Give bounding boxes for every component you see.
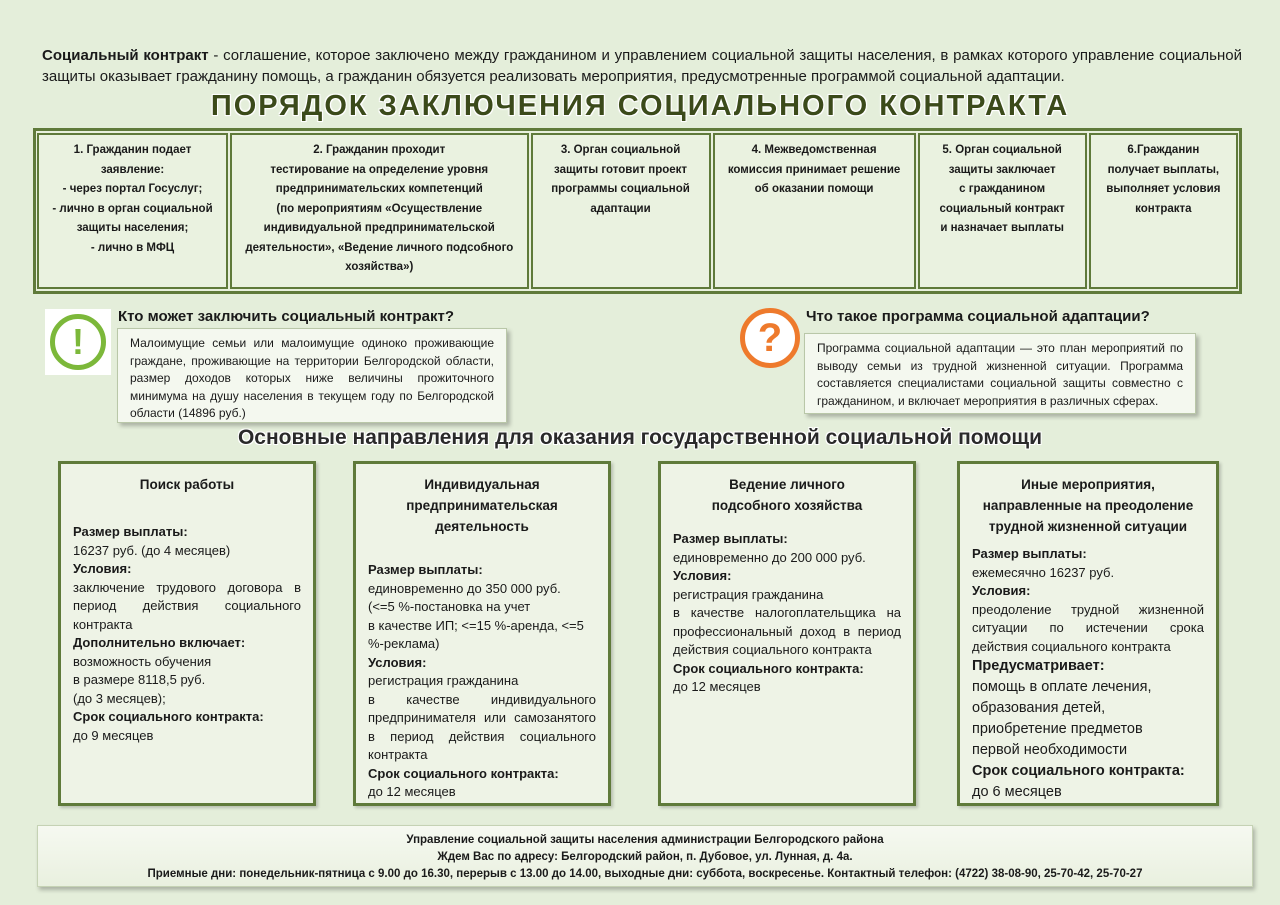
who-text: Малоимущие семьи или малоимущие одиноко проживающие граждане, проживающие на территории Белгородской области, размер доходов которых ниже величины прожиточного минимума на душу населения в текущем году по Белгородской области (14896 руб.) [117, 328, 507, 423]
card-pay: единовременно до 200 000 руб. [673, 549, 866, 565]
card-term-label: Срок социального контракта: [972, 763, 1185, 779]
step-3: 3. Орган социальной защиты готовит проект программы социальной адаптации [531, 133, 711, 289]
card-term-label: Срок социального контракта: [368, 765, 559, 781]
card-cond: преодоление трудной жизненной ситуации по истечении срока действия социального контракта [972, 601, 1204, 654]
directions-title: Основные направления для оказания государственной социальной помощи [237, 426, 1043, 449]
intro-term: Социальный контракт [42, 47, 209, 64]
card-cond-label: Условия: [368, 654, 427, 670]
card-title: Ведение личного подсобного хозяйства [711, 477, 863, 513]
card-household [658, 461, 916, 806]
steps-row [33, 128, 1242, 294]
card-extra-label: Дополнительно включает: [73, 635, 246, 650]
card-pay-label: Размер выплаты: [368, 562, 483, 577]
card-title: Поиск работы [139, 477, 235, 492]
card-term: до 12 месяцев [368, 784, 456, 799]
card-prov: помощь в оплате лечения, образования детей, приобретение предметов первой необходимости [972, 679, 1152, 758]
step-5: 5. Орган социальной защиты заключает с гражданином социальный контракт и назначает выплаты [918, 133, 1087, 289]
card-cond-label: Условия: [673, 568, 732, 583]
card-entrepreneurship [353, 461, 611, 806]
step-2: 2. Гражданин проходит тестирование на определение уровня предпринимательских компетенций (по мероприятиям «Осуществление индивидуальной предпринимательской деятельности», «Ведение личного подсобного хозяйства») [230, 133, 528, 289]
footer-contacts [37, 825, 1253, 887]
intro-paragraph [42, 45, 1242, 87]
step-1: 1. Гражданин подает заявление: - через портал Госуслуг; - лично в орган социальной защиты населения; - лично в МФЦ [37, 133, 228, 289]
card-term-label: Срок социального контракта: [73, 709, 264, 724]
card-title: Индивидуальная предпринимательская деятельность [406, 477, 558, 534]
question-icon: ? [740, 308, 800, 368]
card-term: до 9 месяцев [73, 727, 154, 743]
step-6: 6.Гражданин получает выплаты, выполняет условия контракта [1089, 133, 1238, 289]
step-4: 4. Межведомственная комиссия принимает решение об оказании помощи [713, 133, 916, 289]
card-job-search [58, 461, 316, 806]
card-cond: регистрация гражданина в качестве индивидуального предпринимателя или самозанятого в период действия социального контракта [368, 673, 596, 762]
card-cond-label: Условия: [73, 561, 132, 576]
card-other-measures [957, 461, 1219, 806]
intro-text: - соглашение, которое заключено между гражданином и управлением социальной защиты населения, в рамках которого управление социальной защиты оказывает гражданину помощь, а гражданин обязуется реализовать мероприятия, предусмотренные программой социальной адаптации. [42, 47, 1242, 85]
card-prov-label: Предусматривает: [972, 658, 1105, 674]
exclamation-icon: ! [45, 309, 111, 375]
card-term: до 12 месяцев [673, 679, 761, 694]
who-heading: Кто может заключить социальный контракт? [118, 308, 455, 325]
what-heading: Что такое программа социальной адаптации? [806, 308, 1150, 325]
card-term-label: Срок социального контракта: [673, 660, 864, 676]
card-cond: регистрация гражданина в качестве налогоплательщика на профессиональный доход в период действия социального контракта [673, 586, 901, 657]
card-extra: возможность обучения в размере 8118,5 руб. (до 3 месяцев); [73, 653, 212, 706]
footer-line-3: Приемные дни: понедельник-пятница с 9.00 до 16.30, перерыв с 13.00 до 14.00, выходные дни: суббота, воскресенье. Контактный телефон: (4722) 38-08-90, 25-70-42, 25-70-27 [147, 868, 1143, 880]
card-term: до 6 месяцев [972, 784, 1062, 800]
card-pay-label: Размер выплаты: [673, 531, 788, 546]
card-pay-label: Размер выплаты: [73, 524, 188, 539]
what-text: Программа социальной адаптации — это план мероприятий по выводу семьи из трудной жизненной ситуации. Программа составляется специалистами социальной защиты совместно с гражданином, и включает мероприятия в различных сферах. [804, 333, 1196, 414]
card-pay: единовременно до 350 000 руб. (<=5 %-постановка на учет в качестве ИП; <=15 %-аренда, <=5 %-реклама) [368, 580, 584, 651]
card-pay-label: Размер выплаты: [972, 546, 1087, 561]
card-cond: заключение трудового договора в период действия социального контракта [73, 579, 301, 632]
card-title: Иные мероприятия, направленные на преодоление трудной жизненной ситуации [982, 477, 1194, 534]
footer-line-1: Управление социальной защиты населения администрации Белгородского района [406, 834, 884, 846]
page-title: ПОРЯДОК ЗАКЛЮЧЕНИЯ СОЦИАЛЬНОГО КОНТРАКТА [210, 90, 1070, 122]
card-cond-label: Условия: [972, 583, 1031, 598]
footer-line-2: Ждем Вас по адресу: Белгородский район, п. Дубовое, ул. Лунная, д. 4а. [437, 851, 853, 863]
card-pay: 16237 руб. (до 4 месяцев) [73, 542, 231, 558]
card-pay: ежемесячно 16237 руб. [972, 564, 1115, 580]
